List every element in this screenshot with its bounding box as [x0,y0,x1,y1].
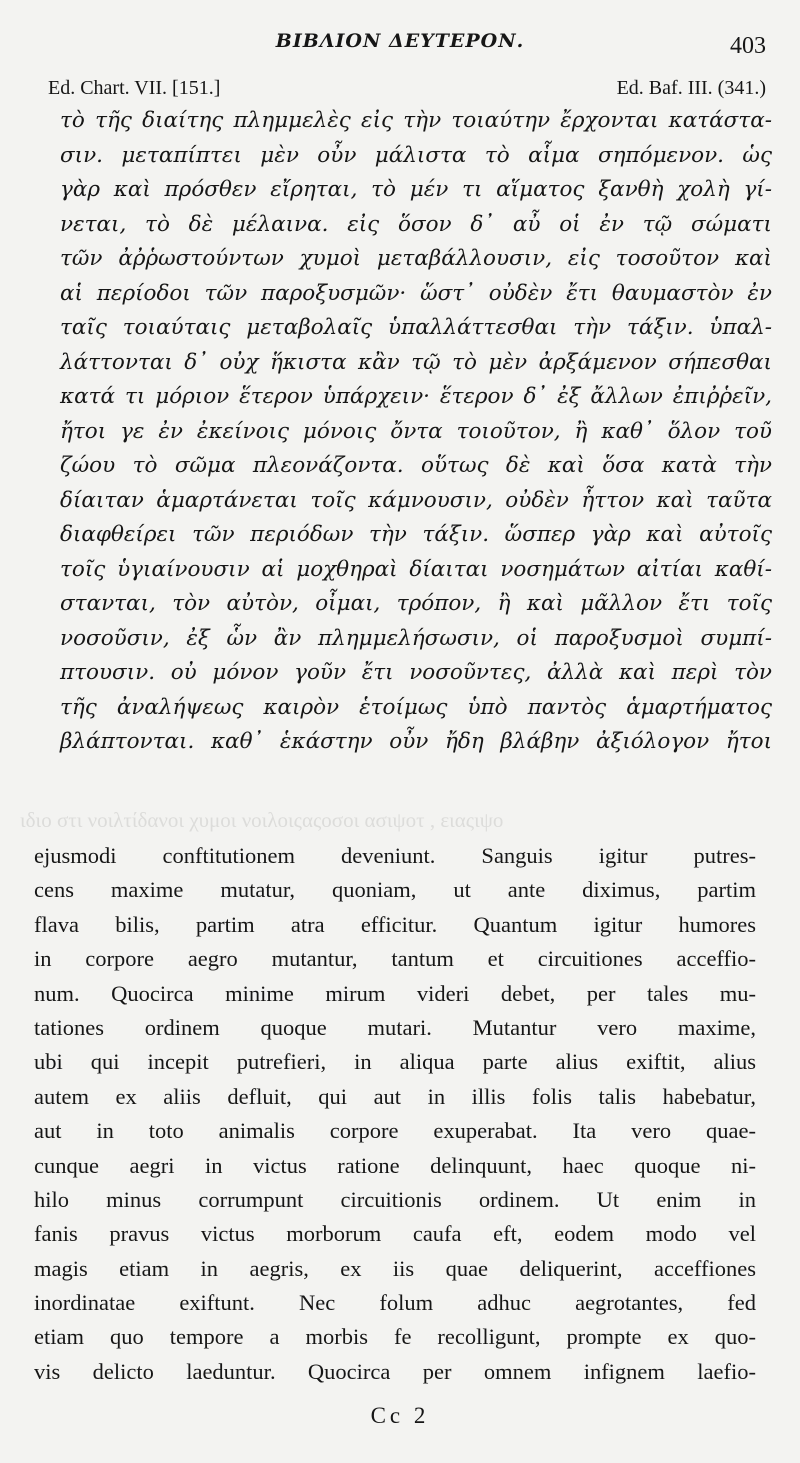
running-head: ΒΙΒΛΙΟΝ ΔΕΥΤΕΡΟΝ. [275,30,525,52]
latin-text-line: ubi qui incepit putrefieri, in aliqua parte alius exiftit, alius [34,1049,756,1075]
greek-text-block [60,104,772,760]
greek-text-line: πτουσιν. οὐ μόνον γοῦν ἔτι νοσοῦντες, ἀλλὰ καὶ περὶ τὸν [60,660,772,685]
edition-reference-line [48,77,766,107]
greek-text-line: τὸ τῆς διαίτης πλημμελὲς εἰς τὴν τοιαύτην ἔρχονται κατάστα- [60,108,772,133]
latin-text-line: cunque aegri in victus ratione delinquunt, haec quoque ni- [34,1152,756,1178]
greek-text-line: τῶν ἀῤῥωστούντων χυμοὶ μεταβάλλουσιν, εἰς τοσοῦτον καὶ [60,246,772,271]
greek-text-line: σιν. μεταπίπτει μὲν οὖν μάλιστα τὸ αἷμα σηπόμενον. ὡς [60,142,772,168]
greek-text-line: ταῖς τοιαύταις μεταβολαῖς ὑπαλλάττεσθαι τὴν τάξιν. ὑπαλ- [60,315,772,340]
greek-text-line: βλάπτονται. καθ᾽ ἑκάστην οὖν ἤδη βλάβην ἀξιόλογον ἤτοι [60,729,772,754]
greek-text-line: ζώου τὸ σῶμα πλεονάζοντα. οὕτως δὲ καὶ ὅσα κατὰ τὴν [60,453,772,478]
page-number: 403 [730,33,766,59]
greek-text-line: αἱ περίοδοι τῶν παροξυσμῶν· ὥστ᾽ οὐδὲν ἔτι θαυμαστὸν ἐν [60,280,772,306]
edition-basel-reference: Ed. Baf. III. (341.) [616,77,766,99]
greek-text-line: νοσοῦσιν, ἐξ ὧν ἂν πλημμελήσωσιν, οἱ παροξυσμοὶ συμπί- [60,625,772,651]
greek-text-line: διαφθείρει τῶν περιόδων τὴν τάξιν. ὥσπερ γὰρ καὶ αὐτοῖς [60,522,772,547]
greek-text-line: τῆς ἀναλήψεως καιρὸν ἑτοίμως ὑπὸ παντὸς ἁμαρτήματος [60,694,772,720]
latin-text-block [34,839,756,1389]
greek-text-line: στανται, τὸν αὐτὸν, οἶμαι, τρόπον, ἢ καὶ μᾶλλον ἔτι τοῖς [60,591,772,616]
latin-text-line: vis delicto laeduntur. Quocirca per omnem infignem laefio- [34,1358,756,1384]
greek-text-line: κατά τι μόριον ἕτερον ὑπάρχειν· ἕτερον δ᾽ ἐξ ἄλλων ἐπιῤῥεῖν, [60,384,772,409]
greek-text-line: γὰρ καὶ πρόσθεν εἴρηται, τὸ μέν τι αἵματος ξανθὴ χολὴ γί- [60,177,772,202]
latin-text-line: cens maxime mutatur, quoniam, ut ante diximus, partim [34,877,756,903]
greek-text-line: ἤτοι γε ἐν ἐκείνοις μόνοις ὄντα τοιοῦτον, ἢ καθ᾽ ὅλον τοῦ [60,418,772,444]
latin-text-line: tationes ordinem quoque mutari. Mutantur vero maxime, [34,1014,756,1040]
latin-text-line: num. Quocirca minime mirum videri debet, per tales mu- [34,980,756,1006]
edition-chart-reference: Ed. Chart. VII. [151.] [48,77,221,99]
latin-text-line: inordinatae exiftunt. Nec folum adhuc aegrotantes, fed [34,1290,756,1316]
latin-text-line: autem ex aliis defluit, qui aut in illis folis talis habebatur, [34,1083,756,1109]
latin-text-line: fanis pravus victus morborum caufa eft, eodem modo vel [34,1221,756,1247]
latin-text-line: aut in toto animalis corpore exuperabat. Ita vero quae- [34,1118,756,1144]
latin-text-line: hilo minus corrumpunt circuitionis ordinem. Ut enim in [34,1186,756,1212]
greek-text-line: δίαιταν ἁμαρτάνεται τοῖς κάμνουσιν, οὐδὲν ἧττον καὶ ταῦτα [60,487,772,513]
signature-mark: Cc 2 [370,1403,430,1428]
greek-text-line: τοῖς ὑγιαίνουσιν αἱ μοχθηραὶ δίαιται νοσημάτων αἰτίαι καθί- [60,556,772,582]
bleed-through-text: ιδιο στι νοιλτίδανοι χυμοι νοιλοιςαςοσοι ασιψοτ , ειαςιψο [20,808,504,832]
greek-text-line: λάττονται δ᾽ οὐχ ἥκιστα κἂν τῷ τὸ μὲν ἀρξάμενον σήπεσθαι [60,349,772,375]
latin-text-line: etiam quo tempore a morbis fe recolligunt, prompte ex quo- [34,1324,756,1350]
latin-text-line: magis etiam in aegris, ex iis quae deliquerint, acceffiones [34,1255,756,1281]
latin-text-line: ejusmodi conftitutionem deveniunt. Sanguis igitur putres- [34,843,756,868]
latin-text-line: in corpore aegro mutantur, tantum et circuitiones acceffio- [34,946,756,972]
latin-text-line: flava bilis, partim atra efficitur. Quantum igitur humores [34,911,756,937]
greek-text-line: νεται, τὸ δὲ μέλαινα. εἰς ὅσον δ᾽ αὖ οἱ ἐν τῷ σώματι [60,211,772,237]
